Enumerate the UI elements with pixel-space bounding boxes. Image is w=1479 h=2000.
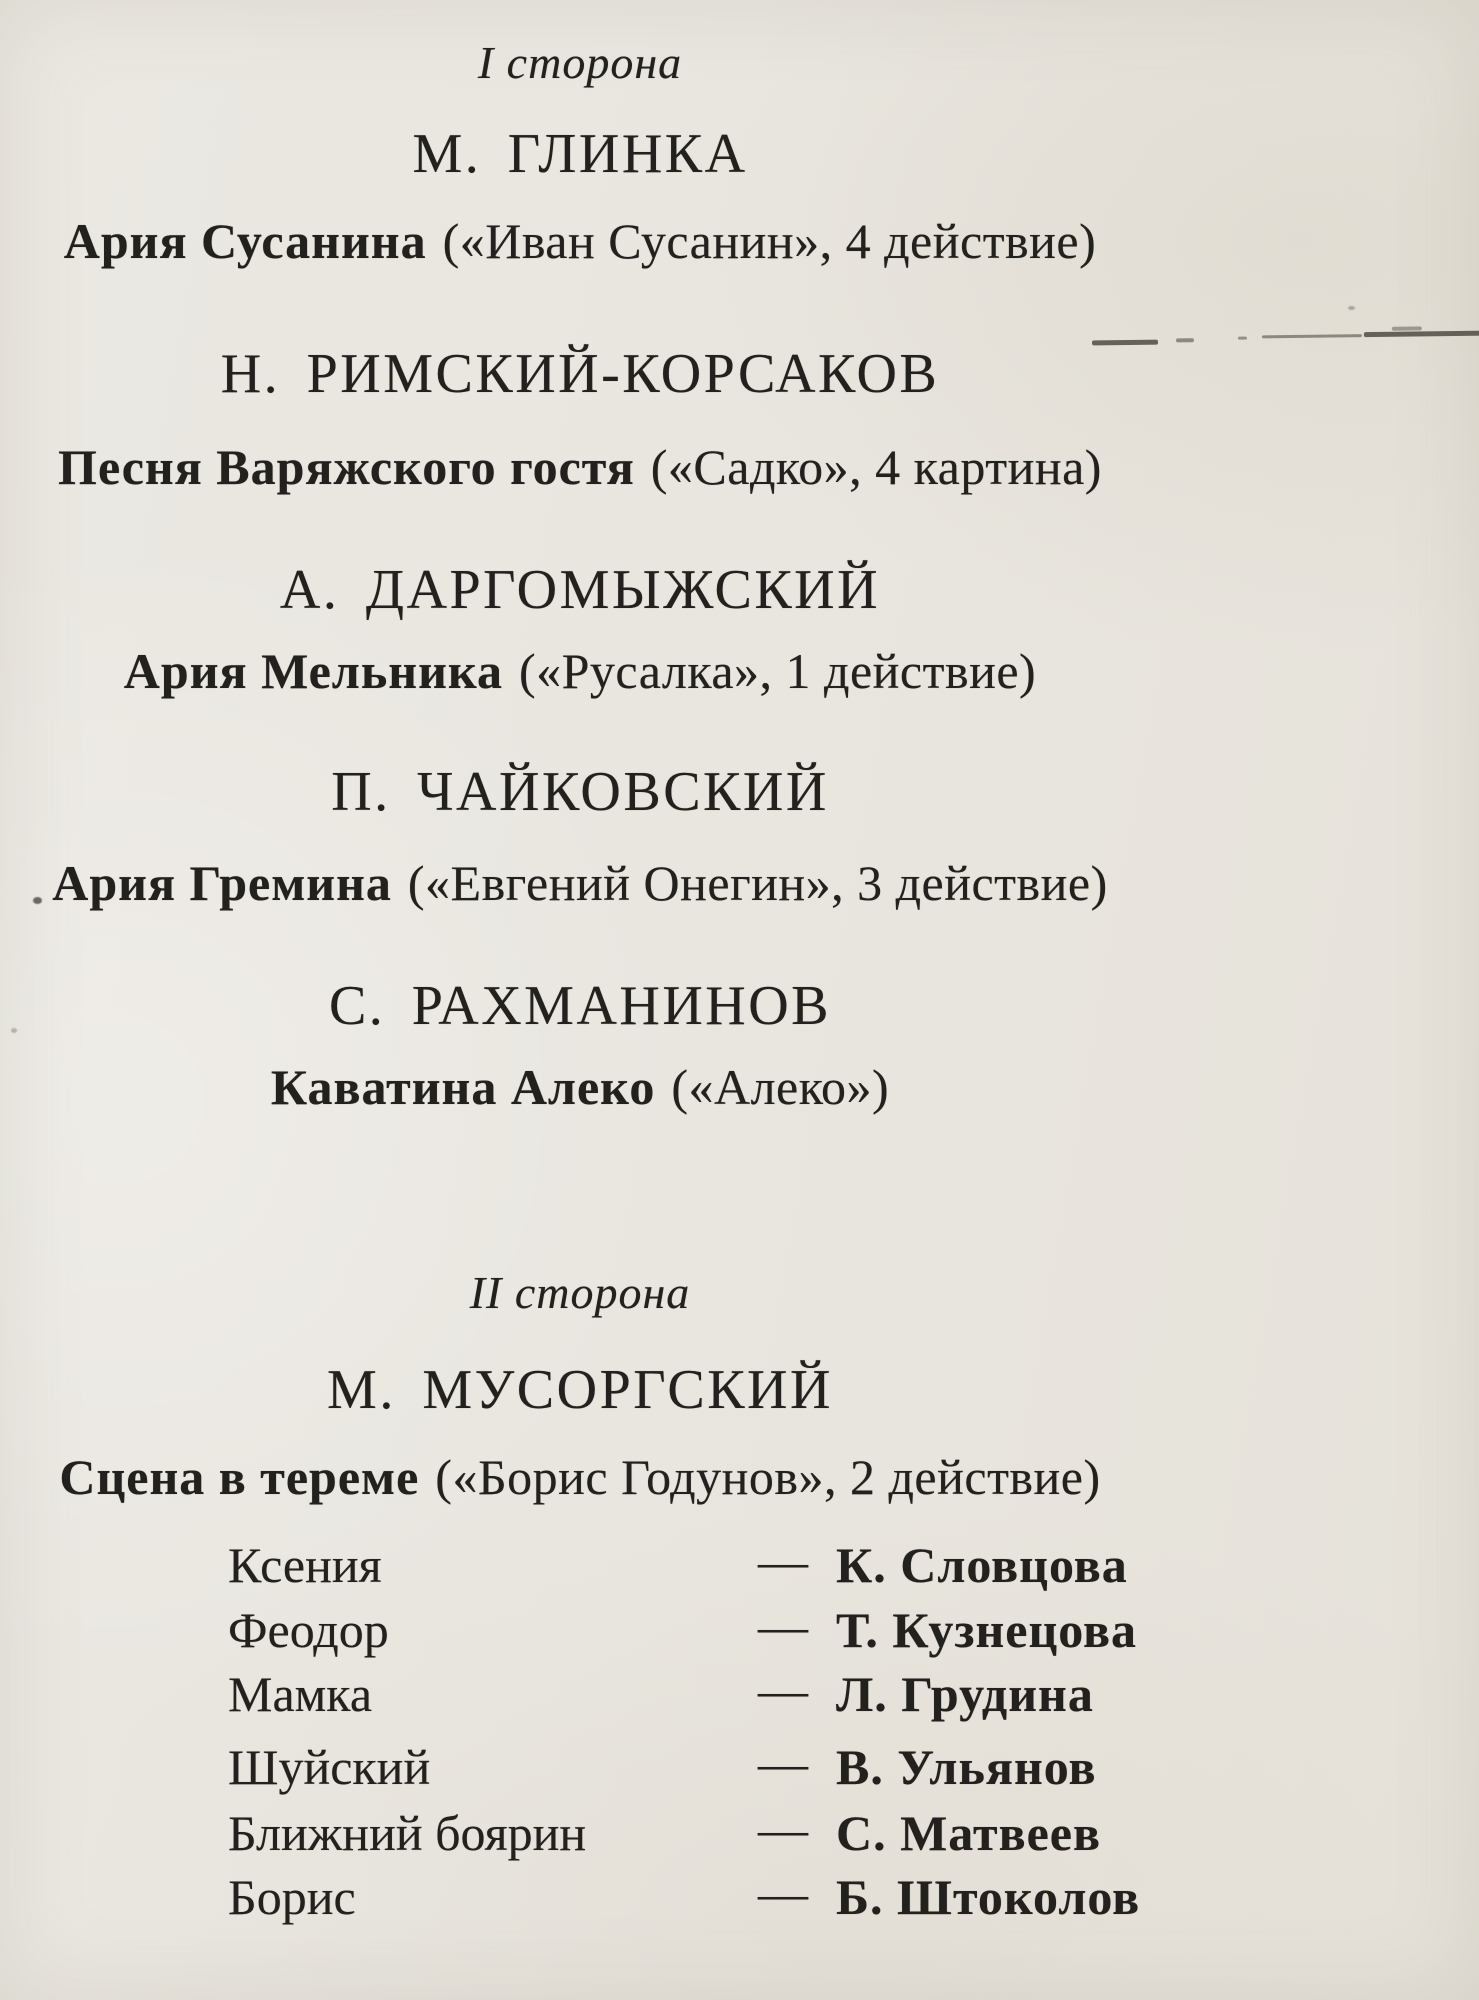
track-title <box>0 212 1160 270</box>
cast-dash: — <box>758 1801 808 1857</box>
cast-dash: — <box>758 1598 808 1654</box>
cast-role: Ближний боярин <box>228 1805 587 1861</box>
paper-speck <box>1348 306 1355 310</box>
side2-heading: II сторона <box>469 1267 691 1318</box>
cast-role: Феодор <box>228 1602 389 1658</box>
track-title <box>0 854 1160 912</box>
track-title-main: Песня Варяжского гостя <box>58 439 635 495</box>
track-title-detail: («Борис Годунов», 2 действие) <box>435 1449 1101 1505</box>
track-title-main: Сцена в тереме <box>59 1449 420 1505</box>
track-title <box>0 438 1160 496</box>
cast-role: Мамка <box>228 1666 373 1722</box>
track-title-main: Ария Мельника <box>123 643 503 699</box>
cast-role: Борис <box>228 1869 356 1925</box>
cast-dash: — <box>758 1865 808 1921</box>
track-title <box>0 1058 1160 1116</box>
paper-speck <box>11 1028 17 1033</box>
composer-name: П. ЧАЙКОВСКИЙ <box>331 761 829 823</box>
cast-dash: — <box>758 1735 808 1791</box>
cast-performer: К. Словцова <box>836 1537 1128 1593</box>
track-title <box>0 1448 1160 1506</box>
composer-name: М. МУСОРГСКИЙ <box>327 1359 833 1421</box>
track-title-detail: («Иван Сусанин», 4 действие) <box>442 213 1097 269</box>
scuff-mark <box>1092 320 1479 365</box>
composer-name: М. ГЛИНКА <box>412 123 748 185</box>
track-title-detail: («Садко», 4 картина) <box>650 439 1102 495</box>
track-title-main: Ария Сусанина <box>63 213 427 269</box>
track-title-detail: («Русалка», 1 действие) <box>518 643 1037 699</box>
cast-dash: — <box>758 1533 808 1589</box>
cast-performer: С. Матвеев <box>836 1805 1101 1861</box>
cast-performer: В. Ульянов <box>836 1739 1097 1795</box>
cast-performer: Л. Грудина <box>836 1666 1094 1722</box>
composer-name: С. РАХМАНИНОВ <box>328 975 832 1037</box>
track-title-main: Каватина Алеко <box>270 1059 656 1115</box>
paper-speck <box>33 897 42 904</box>
side1-heading: I сторона <box>477 37 683 88</box>
track-title-detail: («Евгений Онегин», 3 действие) <box>407 855 1108 911</box>
cast-role: Ксения <box>228 1537 382 1593</box>
track-title <box>0 642 1160 700</box>
track-title-main: Ария Гремина <box>52 855 392 911</box>
composer-name: А. ДАРГОМЫЖСКИЙ <box>279 559 881 621</box>
cast-dash: — <box>758 1662 808 1718</box>
cast-performer: Т. Кузнецова <box>836 1602 1138 1658</box>
cast-role: Шуйский <box>228 1739 431 1795</box>
track-title-detail: («Алеко») <box>671 1059 890 1115</box>
cast-performer: Б. Штоколов <box>836 1869 1141 1925</box>
composer-name: Н. РИМСКИЙ-КОРСАКОВ <box>220 343 940 405</box>
